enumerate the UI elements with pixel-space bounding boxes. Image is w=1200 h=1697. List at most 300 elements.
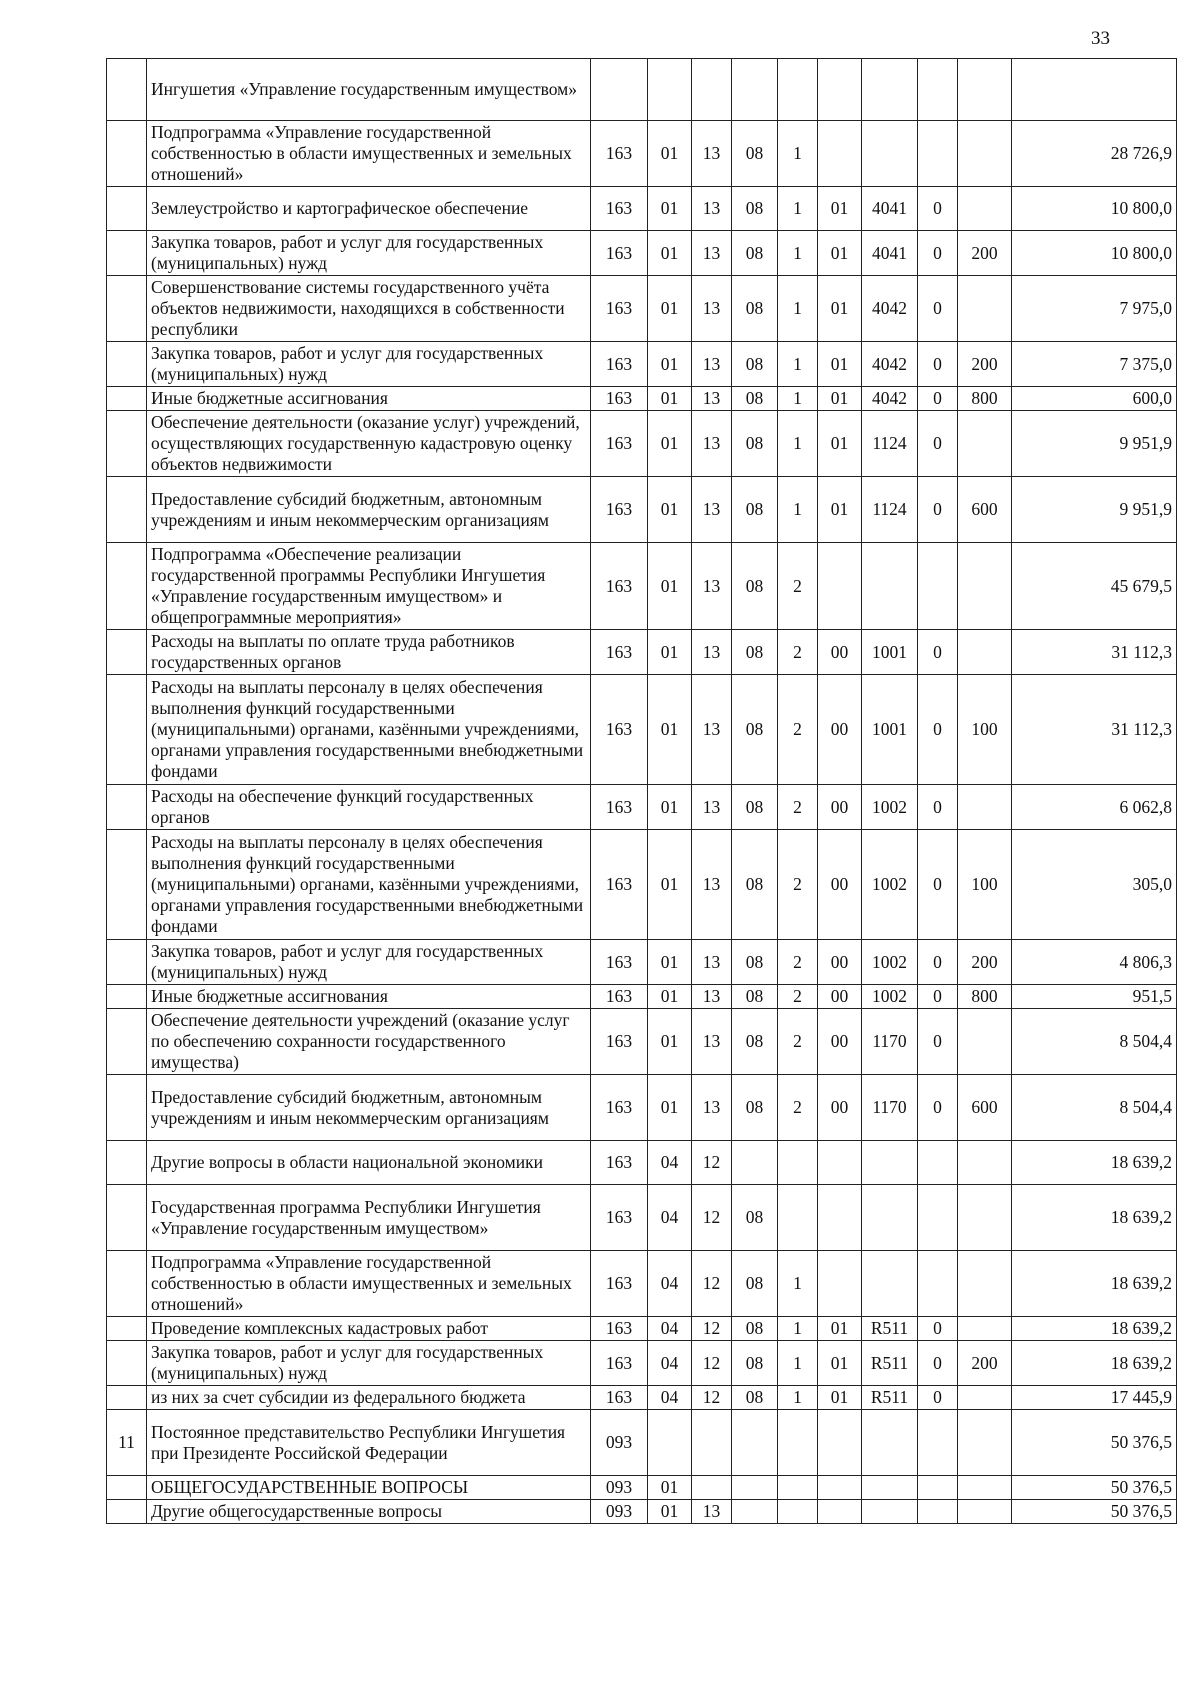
cell-name: из них за счет субсидии из федерального бюджета bbox=[147, 1386, 591, 1410]
cell-om: 00 bbox=[818, 675, 862, 785]
cell-om bbox=[818, 1185, 862, 1251]
table-row bbox=[107, 785, 1177, 830]
cell-rz: 01 bbox=[648, 1009, 692, 1075]
cell-gp: 08 bbox=[732, 231, 778, 276]
cell-om: 01 bbox=[818, 187, 862, 231]
budget-table bbox=[106, 58, 1177, 1524]
cell-amount: 10 800,0 bbox=[1012, 187, 1177, 231]
cell-vr bbox=[958, 1141, 1012, 1185]
cell-pp: 1 bbox=[778, 121, 818, 187]
cell-amount: 8 504,4 bbox=[1012, 1075, 1177, 1141]
cell-name: Землеустройство и картографическое обеспечение bbox=[147, 187, 591, 231]
cell-no bbox=[107, 276, 147, 342]
cell-name: Расходы на выплаты персоналу в целях обеспечения выполнения функций государственными (муниципальными) органами, казёнными учреждениями, органами управления государственными внебюджетными фондами bbox=[147, 675, 591, 785]
cell-grbs: 163 bbox=[591, 1141, 648, 1185]
cell-dir bbox=[862, 1251, 918, 1317]
cell-dir: 4041 bbox=[862, 231, 918, 276]
table-row bbox=[107, 830, 1177, 940]
cell-vr bbox=[958, 785, 1012, 830]
cell-gp: 08 bbox=[732, 121, 778, 187]
cell-pp bbox=[778, 1141, 818, 1185]
cell-vr bbox=[958, 187, 1012, 231]
cell-pr: 12 bbox=[692, 1317, 732, 1341]
cell-no bbox=[107, 1500, 147, 1524]
cell-rz: 01 bbox=[648, 543, 692, 630]
cell-sub: 0 bbox=[918, 187, 958, 231]
cell-rz: 01 bbox=[648, 1476, 692, 1500]
cell-dir: 1002 bbox=[862, 985, 918, 1009]
cell-grbs: 163 bbox=[591, 1075, 648, 1141]
cell-om: 00 bbox=[818, 985, 862, 1009]
cell-om: 01 bbox=[818, 1317, 862, 1341]
cell-no bbox=[107, 411, 147, 477]
cell-no bbox=[107, 121, 147, 187]
cell-pr: 13 bbox=[692, 1009, 732, 1075]
cell-om bbox=[818, 1141, 862, 1185]
cell-pp bbox=[778, 1476, 818, 1500]
cell-amount: 18 639,2 bbox=[1012, 1317, 1177, 1341]
cell-name: Закупка товаров, работ и услуг для государственных (муниципальных) нужд bbox=[147, 342, 591, 387]
cell-grbs: 163 bbox=[591, 630, 648, 675]
cell-pr: 13 bbox=[692, 121, 732, 187]
cell-no bbox=[107, 1386, 147, 1410]
cell-rz: 04 bbox=[648, 1185, 692, 1251]
cell-sub: 0 bbox=[918, 477, 958, 543]
table-row bbox=[107, 543, 1177, 630]
table-row bbox=[107, 1476, 1177, 1500]
cell-grbs: 163 bbox=[591, 411, 648, 477]
cell-grbs: 163 bbox=[591, 543, 648, 630]
cell-grbs bbox=[591, 59, 648, 121]
table-row bbox=[107, 342, 1177, 387]
cell-no bbox=[107, 1185, 147, 1251]
cell-no bbox=[107, 1476, 147, 1500]
cell-sub bbox=[918, 121, 958, 187]
cell-pp bbox=[778, 1410, 818, 1476]
cell-vr: 100 bbox=[958, 675, 1012, 785]
cell-vr: 200 bbox=[958, 1341, 1012, 1386]
cell-grbs: 163 bbox=[591, 1386, 648, 1410]
cell-pr: 13 bbox=[692, 477, 732, 543]
cell-amount: 4 806,3 bbox=[1012, 940, 1177, 985]
cell-om: 00 bbox=[818, 1009, 862, 1075]
cell-grbs: 163 bbox=[591, 1009, 648, 1075]
cell-vr: 600 bbox=[958, 1075, 1012, 1141]
cell-gp: 08 bbox=[732, 387, 778, 411]
cell-sub: 0 bbox=[918, 985, 958, 1009]
cell-pr bbox=[692, 1476, 732, 1500]
cell-gp: 08 bbox=[732, 187, 778, 231]
cell-pp: 2 bbox=[778, 830, 818, 940]
cell-name: Государственная программа Республики Ингушетия «Управление государственным имуществом» bbox=[147, 1185, 591, 1251]
cell-om bbox=[818, 1500, 862, 1524]
cell-vr bbox=[958, 411, 1012, 477]
cell-pp: 2 bbox=[778, 543, 818, 630]
cell-grbs: 163 bbox=[591, 231, 648, 276]
cell-dir: 1124 bbox=[862, 477, 918, 543]
table-row bbox=[107, 121, 1177, 187]
cell-vr bbox=[958, 1185, 1012, 1251]
cell-vr bbox=[958, 121, 1012, 187]
cell-amount bbox=[1012, 59, 1177, 121]
cell-rz: 01 bbox=[648, 411, 692, 477]
cell-pp: 2 bbox=[778, 675, 818, 785]
cell-pr bbox=[692, 1410, 732, 1476]
cell-gp: 08 bbox=[732, 940, 778, 985]
table-row bbox=[107, 1251, 1177, 1317]
cell-vr: 100 bbox=[958, 830, 1012, 940]
cell-pp: 1 bbox=[778, 1317, 818, 1341]
cell-dir: 1001 bbox=[862, 675, 918, 785]
cell-rz: 01 bbox=[648, 477, 692, 543]
cell-pp: 2 bbox=[778, 1009, 818, 1075]
cell-sub bbox=[918, 1185, 958, 1251]
cell-gp bbox=[732, 59, 778, 121]
cell-vr: 200 bbox=[958, 231, 1012, 276]
table-row bbox=[107, 1009, 1177, 1075]
cell-name: Закупка товаров, работ и услуг для государственных (муниципальных) нужд bbox=[147, 1341, 591, 1386]
cell-pr: 12 bbox=[692, 1185, 732, 1251]
cell-no bbox=[107, 187, 147, 231]
cell-pr: 13 bbox=[692, 785, 732, 830]
table-row bbox=[107, 1410, 1177, 1476]
cell-rz: 04 bbox=[648, 1341, 692, 1386]
cell-pp bbox=[778, 59, 818, 121]
cell-grbs: 093 bbox=[591, 1410, 648, 1476]
cell-grbs: 163 bbox=[591, 830, 648, 940]
cell-gp: 08 bbox=[732, 675, 778, 785]
cell-no bbox=[107, 231, 147, 276]
cell-om: 01 bbox=[818, 276, 862, 342]
cell-no bbox=[107, 1075, 147, 1141]
cell-sub: 0 bbox=[918, 276, 958, 342]
cell-pp: 1 bbox=[778, 1341, 818, 1386]
cell-dir: 4042 bbox=[862, 276, 918, 342]
cell-pr: 13 bbox=[692, 1500, 732, 1524]
cell-pp: 1 bbox=[778, 276, 818, 342]
cell-pr: 13 bbox=[692, 1075, 732, 1141]
cell-vr bbox=[958, 1500, 1012, 1524]
cell-om bbox=[818, 1410, 862, 1476]
table-row bbox=[107, 187, 1177, 231]
table-row bbox=[107, 387, 1177, 411]
cell-grbs: 163 bbox=[591, 785, 648, 830]
cell-gp: 08 bbox=[732, 1317, 778, 1341]
cell-pp: 1 bbox=[778, 231, 818, 276]
table-row bbox=[107, 630, 1177, 675]
cell-pp: 1 bbox=[778, 387, 818, 411]
cell-no bbox=[107, 940, 147, 985]
cell-dir bbox=[862, 543, 918, 630]
cell-rz: 01 bbox=[648, 342, 692, 387]
cell-om bbox=[818, 1251, 862, 1317]
cell-om bbox=[818, 59, 862, 121]
cell-rz bbox=[648, 1410, 692, 1476]
cell-no bbox=[107, 630, 147, 675]
cell-dir bbox=[862, 1476, 918, 1500]
cell-amount: 6 062,8 bbox=[1012, 785, 1177, 830]
cell-dir bbox=[862, 1141, 918, 1185]
table-row bbox=[107, 1386, 1177, 1410]
cell-sub: 0 bbox=[918, 940, 958, 985]
cell-amount: 7 975,0 bbox=[1012, 276, 1177, 342]
cell-dir: 1002 bbox=[862, 940, 918, 985]
cell-vr bbox=[958, 1476, 1012, 1500]
cell-dir bbox=[862, 1500, 918, 1524]
table-row bbox=[107, 59, 1177, 121]
cell-amount: 9 951,9 bbox=[1012, 477, 1177, 543]
cell-amount: 50 376,5 bbox=[1012, 1500, 1177, 1524]
cell-gp: 08 bbox=[732, 1341, 778, 1386]
cell-sub bbox=[918, 1251, 958, 1317]
cell-pp: 1 bbox=[778, 342, 818, 387]
cell-dir: 1002 bbox=[862, 785, 918, 830]
cell-amount: 31 112,3 bbox=[1012, 630, 1177, 675]
table-row bbox=[107, 1075, 1177, 1141]
cell-grbs: 163 bbox=[591, 276, 648, 342]
cell-sub: 0 bbox=[918, 1386, 958, 1410]
cell-name: Расходы на обеспечение функций государственных органов bbox=[147, 785, 591, 830]
table-row bbox=[107, 675, 1177, 785]
cell-amount: 17 445,9 bbox=[1012, 1386, 1177, 1410]
cell-gp bbox=[732, 1410, 778, 1476]
cell-grbs: 093 bbox=[591, 1500, 648, 1524]
cell-om: 01 bbox=[818, 1386, 862, 1410]
cell-name: Совершенствование системы государственного учёта объектов недвижимости, находящихся в собственности республики bbox=[147, 276, 591, 342]
cell-pp: 2 bbox=[778, 1075, 818, 1141]
cell-name: Закупка товаров, работ и услуг для государственных (муниципальных) нужд bbox=[147, 231, 591, 276]
cell-om: 01 bbox=[818, 411, 862, 477]
cell-no bbox=[107, 477, 147, 543]
cell-amount: 31 112,3 bbox=[1012, 675, 1177, 785]
cell-sub bbox=[918, 1410, 958, 1476]
cell-no bbox=[107, 1317, 147, 1341]
cell-gp bbox=[732, 1500, 778, 1524]
cell-gp bbox=[732, 1476, 778, 1500]
cell-vr: 600 bbox=[958, 477, 1012, 543]
cell-dir: 4042 bbox=[862, 387, 918, 411]
cell-name: ОБЩЕГОСУДАРСТВЕННЫЕ ВОПРОСЫ bbox=[147, 1476, 591, 1500]
cell-no: 11 bbox=[107, 1410, 147, 1476]
table-row bbox=[107, 411, 1177, 477]
cell-grbs: 163 bbox=[591, 675, 648, 785]
cell-grbs: 163 bbox=[591, 1185, 648, 1251]
cell-name: Обеспечение деятельности учреждений (оказание услуг по обеспечению сохранности государственного имущества) bbox=[147, 1009, 591, 1075]
cell-gp: 08 bbox=[732, 342, 778, 387]
table-row bbox=[107, 1141, 1177, 1185]
cell-rz: 04 bbox=[648, 1141, 692, 1185]
cell-no bbox=[107, 1141, 147, 1185]
cell-grbs: 163 bbox=[591, 187, 648, 231]
cell-rz: 01 bbox=[648, 276, 692, 342]
cell-sub bbox=[918, 1476, 958, 1500]
cell-amount: 10 800,0 bbox=[1012, 231, 1177, 276]
cell-pr: 13 bbox=[692, 675, 732, 785]
cell-amount: 28 726,9 bbox=[1012, 121, 1177, 187]
cell-no bbox=[107, 985, 147, 1009]
cell-gp: 08 bbox=[732, 985, 778, 1009]
cell-sub: 0 bbox=[918, 1317, 958, 1341]
cell-amount: 18 639,2 bbox=[1012, 1251, 1177, 1317]
cell-pr: 13 bbox=[692, 231, 732, 276]
cell-pp: 2 bbox=[778, 940, 818, 985]
cell-sub: 0 bbox=[918, 387, 958, 411]
cell-om: 01 bbox=[818, 387, 862, 411]
cell-name: Расходы на выплаты по оплате труда работников государственных органов bbox=[147, 630, 591, 675]
cell-name: Предоставление субсидий бюджетным, автономным учреждениям и иным некоммерческим организациям bbox=[147, 1075, 591, 1141]
cell-rz: 01 bbox=[648, 985, 692, 1009]
cell-vr: 800 bbox=[958, 387, 1012, 411]
cell-gp: 08 bbox=[732, 1386, 778, 1410]
cell-sub: 0 bbox=[918, 231, 958, 276]
cell-no bbox=[107, 59, 147, 121]
cell-pr: 13 bbox=[692, 985, 732, 1009]
cell-name: Иные бюджетные ассигнования bbox=[147, 387, 591, 411]
cell-om: 01 bbox=[818, 342, 862, 387]
cell-sub: 0 bbox=[918, 1075, 958, 1141]
cell-gp: 08 bbox=[732, 785, 778, 830]
cell-rz: 01 bbox=[648, 231, 692, 276]
table-row bbox=[107, 1317, 1177, 1341]
cell-dir: 1124 bbox=[862, 411, 918, 477]
cell-rz: 04 bbox=[648, 1317, 692, 1341]
cell-amount: 18 639,2 bbox=[1012, 1141, 1177, 1185]
cell-gp: 08 bbox=[732, 543, 778, 630]
cell-name: Ингушетия «Управление государственным имуществом» bbox=[147, 59, 591, 121]
cell-name: Закупка товаров, работ и услуг для государственных (муниципальных) нужд bbox=[147, 940, 591, 985]
cell-pp: 2 bbox=[778, 985, 818, 1009]
cell-gp: 08 bbox=[732, 1075, 778, 1141]
cell-dir: R511 bbox=[862, 1317, 918, 1341]
cell-vr: 200 bbox=[958, 940, 1012, 985]
cell-dir: 1002 bbox=[862, 830, 918, 940]
cell-gp: 08 bbox=[732, 830, 778, 940]
cell-pp: 1 bbox=[778, 1251, 818, 1317]
cell-vr bbox=[958, 1251, 1012, 1317]
cell-grbs: 163 bbox=[591, 387, 648, 411]
cell-gp: 08 bbox=[732, 630, 778, 675]
cell-vr bbox=[958, 630, 1012, 675]
cell-dir: R511 bbox=[862, 1386, 918, 1410]
cell-pr: 12 bbox=[692, 1341, 732, 1386]
cell-pr: 12 bbox=[692, 1141, 732, 1185]
cell-no bbox=[107, 543, 147, 630]
cell-rz: 04 bbox=[648, 1386, 692, 1410]
cell-om: 00 bbox=[818, 830, 862, 940]
cell-pr: 13 bbox=[692, 940, 732, 985]
cell-pr: 13 bbox=[692, 411, 732, 477]
cell-amount: 18 639,2 bbox=[1012, 1341, 1177, 1386]
cell-amount: 18 639,2 bbox=[1012, 1185, 1177, 1251]
cell-amount: 50 376,5 bbox=[1012, 1410, 1177, 1476]
cell-grbs: 163 bbox=[591, 1251, 648, 1317]
cell-vr bbox=[958, 1317, 1012, 1341]
cell-sub bbox=[918, 1141, 958, 1185]
cell-dir bbox=[862, 59, 918, 121]
cell-vr bbox=[958, 1009, 1012, 1075]
cell-amount: 45 679,5 bbox=[1012, 543, 1177, 630]
cell-vr bbox=[958, 1410, 1012, 1476]
cell-no bbox=[107, 785, 147, 830]
cell-sub bbox=[918, 1500, 958, 1524]
cell-sub: 0 bbox=[918, 1341, 958, 1386]
cell-vr: 800 bbox=[958, 985, 1012, 1009]
cell-gp: 08 bbox=[732, 1185, 778, 1251]
cell-no bbox=[107, 387, 147, 411]
cell-sub: 0 bbox=[918, 1009, 958, 1075]
cell-pr bbox=[692, 59, 732, 121]
cell-name: Постоянное представительство Республики Ингушетия при Президенте Российской Федерации bbox=[147, 1410, 591, 1476]
cell-gp: 08 bbox=[732, 1251, 778, 1317]
cell-grbs: 163 bbox=[591, 121, 648, 187]
cell-om: 00 bbox=[818, 940, 862, 985]
cell-pp: 2 bbox=[778, 630, 818, 675]
cell-rz: 01 bbox=[648, 121, 692, 187]
cell-om: 01 bbox=[818, 231, 862, 276]
cell-grbs: 163 bbox=[591, 940, 648, 985]
cell-gp: 08 bbox=[732, 276, 778, 342]
cell-vr bbox=[958, 276, 1012, 342]
cell-pr: 13 bbox=[692, 830, 732, 940]
budget-table-body bbox=[107, 59, 1177, 1524]
cell-dir: 1170 bbox=[862, 1009, 918, 1075]
cell-om: 01 bbox=[818, 1341, 862, 1386]
cell-no bbox=[107, 1251, 147, 1317]
cell-grbs: 163 bbox=[591, 985, 648, 1009]
table-row bbox=[107, 940, 1177, 985]
cell-rz: 04 bbox=[648, 1251, 692, 1317]
cell-rz: 01 bbox=[648, 830, 692, 940]
cell-grbs: 093 bbox=[591, 1476, 648, 1500]
cell-name: Подпрограмма «Управление государственной собственностью в области имущественных и земельных отношений» bbox=[147, 1251, 591, 1317]
cell-vr bbox=[958, 59, 1012, 121]
cell-pp: 1 bbox=[778, 187, 818, 231]
cell-om: 00 bbox=[818, 785, 862, 830]
cell-pp bbox=[778, 1185, 818, 1251]
cell-name: Обеспечение деятельности (оказание услуг) учреждений, осуществляющих государственную кадастровую оценку объектов недвижимости bbox=[147, 411, 591, 477]
cell-pr: 13 bbox=[692, 342, 732, 387]
cell-grbs: 163 bbox=[591, 342, 648, 387]
cell-pp: 1 bbox=[778, 477, 818, 543]
cell-vr: 200 bbox=[958, 342, 1012, 387]
cell-pp: 1 bbox=[778, 411, 818, 477]
cell-dir: 1001 bbox=[862, 630, 918, 675]
cell-dir: 4041 bbox=[862, 187, 918, 231]
cell-pp bbox=[778, 1500, 818, 1524]
table-row bbox=[107, 276, 1177, 342]
cell-name: Подпрограмма «Обеспечение реализации государственной программы Республики Ингушетия «Управление государственным имуществом» и общепрограммные мероприятия» bbox=[147, 543, 591, 630]
cell-gp: 08 bbox=[732, 411, 778, 477]
cell-grbs: 163 bbox=[591, 477, 648, 543]
cell-amount: 9 951,9 bbox=[1012, 411, 1177, 477]
cell-name: Иные бюджетные ассигнования bbox=[147, 985, 591, 1009]
cell-dir: R511 bbox=[862, 1341, 918, 1386]
cell-rz bbox=[648, 59, 692, 121]
table-row bbox=[107, 985, 1177, 1009]
cell-sub: 0 bbox=[918, 411, 958, 477]
cell-pr: 12 bbox=[692, 1251, 732, 1317]
cell-rz: 01 bbox=[648, 785, 692, 830]
cell-rz: 01 bbox=[648, 1500, 692, 1524]
table-row bbox=[107, 1185, 1177, 1251]
cell-pr: 13 bbox=[692, 187, 732, 231]
cell-grbs: 163 bbox=[591, 1341, 648, 1386]
cell-rz: 01 bbox=[648, 675, 692, 785]
cell-om: 00 bbox=[818, 630, 862, 675]
cell-om: 00 bbox=[818, 1075, 862, 1141]
cell-name: Другие общегосударственные вопросы bbox=[147, 1500, 591, 1524]
cell-amount: 8 504,4 bbox=[1012, 1009, 1177, 1075]
